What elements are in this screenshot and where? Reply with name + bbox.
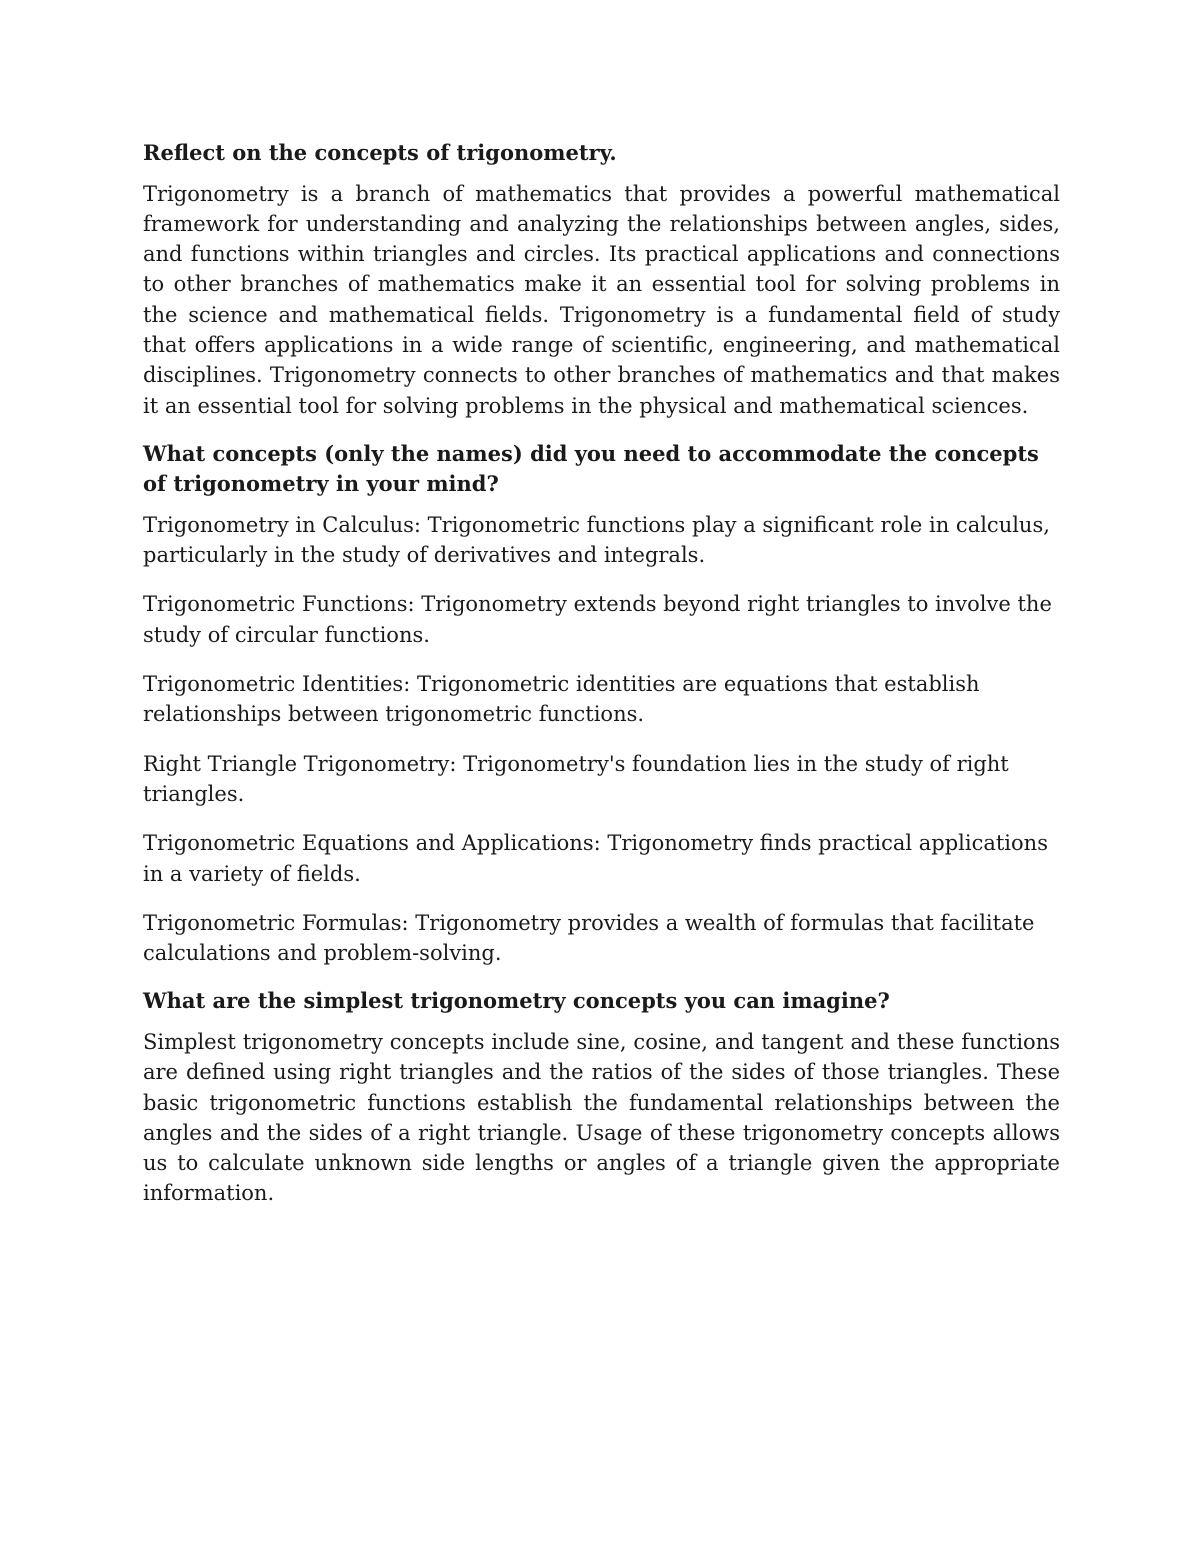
- intro-paragraph: Trigonometry is a branch of mathematics that provides a powerful mathematical framework for understanding and analyzing the relationships between angles, sides, and functions within triangles and circles. Its practical applications and connections to other branches of mathematics make it an essential tool for solving problems in the science and mathematical fields. Trigonometry is a fundamental field of study that offers applications in a wide range of scientific, engineering, and mathematical disciplines. Trigonometry connects to other branches of mathematics and that makes it an essential tool for solving problems in the physical and mathematical sciences.: [143, 181, 1060, 418]
- concept-item: Trigonometric Formulas: Trigonometry provides a wealth of formulas that facilitate calculations and problem-solving.: [143, 910, 1035, 966]
- concept-item: Trigonometric Functions: Trigonometry extends beyond right triangles to involve the study of circular functions.: [143, 592, 1052, 647]
- section-heading-concepts: What concepts (only the names) did you need to accommodate the concepts of trigonometry in your mind?: [143, 440, 1039, 497]
- section-heading-reflect: Reflect on the concepts of trigonometry.: [143, 140, 617, 165]
- concept-item: Trigonometry in Calculus: Trigonometric functions play a significant role in calculus, particularly in the study of derivatives and integrals.: [143, 512, 1050, 568]
- simplest-paragraph: Simplest trigonometry concepts include sine, cosine, and tangent and these functions are defined using right triangles and the ratios of the sides of those triangles. These basic trigonometric functions establish the fundamental relationships between the angles and the sides of a right triangle. Usage of these trigonometry concepts allows us to calculate unknown side lengths or angles of a triangle given the appropriate information.: [143, 1029, 1060, 1206]
- document-page: [143, 138, 1060, 1209]
- concept-list: [143, 510, 1060, 969]
- concept-item: Trigonometric Equations and Applications: Trigonometry finds practical applications in a variety of fields.: [143, 831, 1048, 886]
- section-heading-simplest: What are the simplest trigonometry concepts you can imagine?: [143, 988, 890, 1014]
- concept-item: Right Triangle Trigonometry: Trigonometry's foundation lies in the study of right triangles.: [143, 751, 1009, 806]
- concept-item: Trigonometric Identities: Trigonometric identities are equations that establish relationships between trigonometric functions.: [143, 672, 980, 727]
